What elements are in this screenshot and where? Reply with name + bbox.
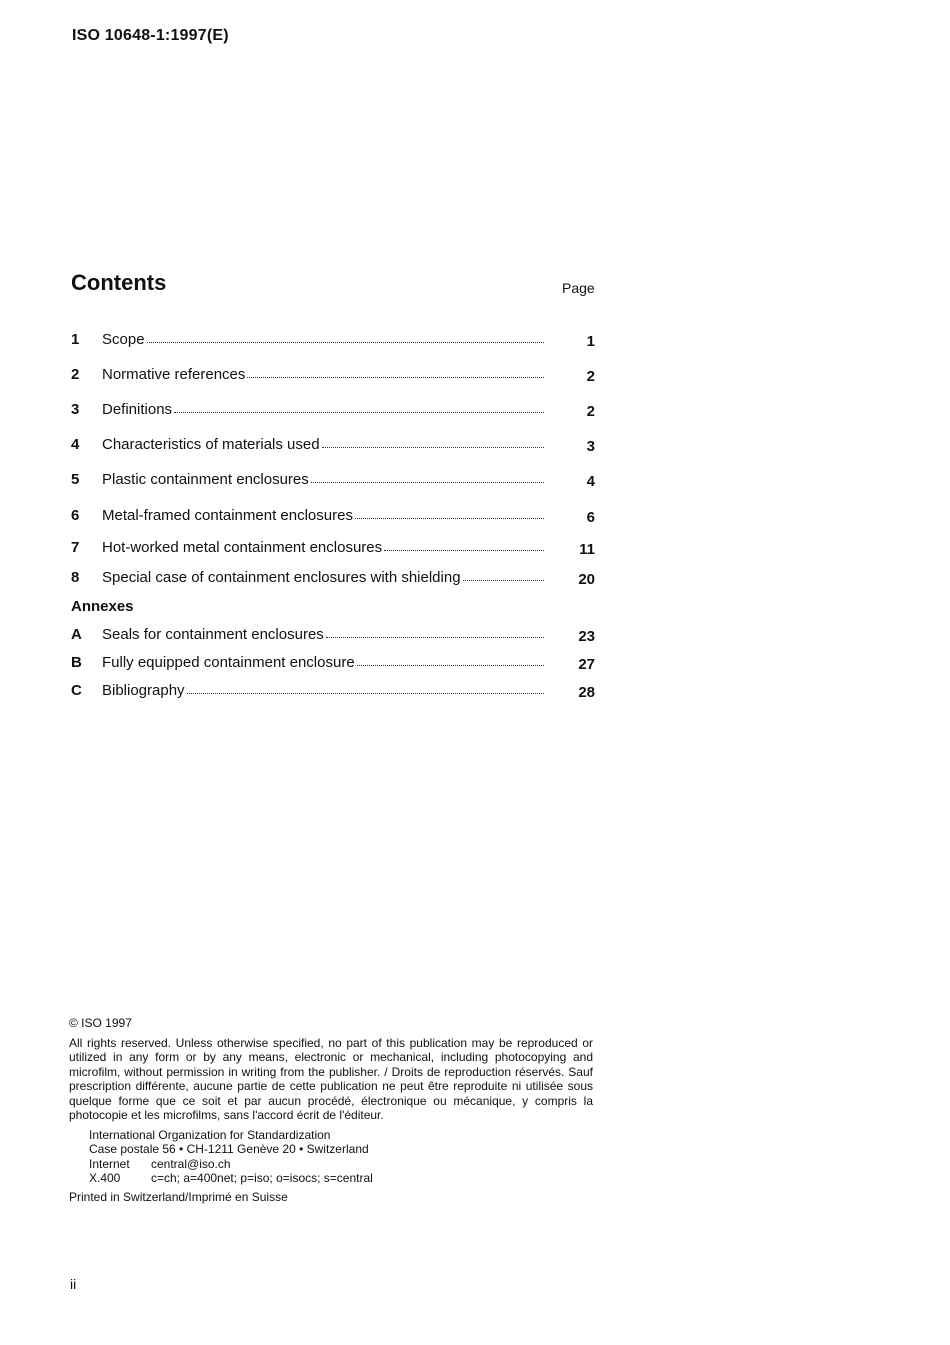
toc-entry-number: 7 (71, 539, 80, 556)
toc-entry-page[interactable]: 4 (586, 473, 595, 490)
internet-address[interactable]: central@iso.ch (151, 1156, 231, 1171)
dot-leader (357, 654, 544, 666)
toc-entry-page[interactable]: 3 (586, 438, 595, 455)
publisher-address (89, 1128, 593, 1186)
toc-entry-title[interactable]: Definitions (102, 401, 173, 418)
toc-entry-title[interactable]: Scope (102, 331, 145, 348)
annex-entry-letter: C (71, 682, 82, 699)
internet-label: Internet (89, 1156, 130, 1171)
dot-leader (147, 331, 544, 343)
toc-entry[interactable] (71, 569, 595, 589)
annex-entry-title[interactable]: Bibliography (102, 682, 185, 699)
x400-row (89, 1171, 593, 1186)
toc-entry-number: 4 (71, 436, 80, 453)
toc-entry-page[interactable]: 1 (586, 333, 595, 350)
toc-entry-title[interactable]: Metal-framed containment enclosures (102, 507, 353, 524)
toc-entry[interactable] (71, 331, 595, 351)
dot-leader (187, 682, 544, 694)
page-number: ii (70, 1276, 77, 1292)
dot-leader (463, 569, 544, 581)
toc-entry-page[interactable]: 20 (578, 571, 595, 588)
dot-leader (322, 436, 544, 448)
toc-entry-page[interactable]: 2 (586, 403, 595, 420)
annex-entry[interactable] (71, 626, 595, 646)
toc-entry[interactable] (71, 539, 595, 559)
toc-entry[interactable] (71, 507, 595, 527)
toc-entry[interactable] (71, 401, 595, 421)
toc-entry-page[interactable]: 2 (586, 368, 595, 385)
toc-entry-title[interactable]: Special case of containment enclosures with shielding (102, 569, 461, 586)
dot-leader (174, 401, 544, 413)
annex-entry[interactable] (71, 682, 595, 702)
annex-entry-title[interactable]: Fully equipped containment enclosure (102, 654, 355, 671)
dot-leader (355, 507, 544, 519)
annexes-heading: Annexes (71, 598, 134, 615)
organization-name: International Organization for Standardization (89, 1127, 331, 1142)
toc-entry-number: 6 (71, 507, 80, 524)
toc-entry-title[interactable]: Normative references (102, 366, 246, 383)
dot-leader (247, 366, 544, 378)
dot-leader (311, 471, 544, 483)
page-column-label: Page (562, 280, 595, 296)
toc-entry[interactable] (71, 436, 595, 456)
x400-address: c=ch; a=400net; p=iso; o=isocs; s=central (151, 1171, 373, 1185)
contents-title: Contents (71, 270, 167, 295)
x400-label: X.400 (89, 1171, 121, 1185)
dot-leader (384, 539, 544, 551)
printed-in: Printed in Switzerland/Imprimé en Suisse (69, 1189, 288, 1204)
toc-entry-title[interactable]: Hot-worked metal containment enclosures (102, 539, 383, 556)
annex-entry-page[interactable]: 28 (578, 684, 595, 701)
toc-entry[interactable] (71, 471, 595, 491)
annex-entry-page[interactable]: 27 (578, 656, 595, 673)
toc-entry-page[interactable]: 11 (579, 541, 595, 558)
annex-entry-letter: A (71, 626, 82, 643)
toc-entry[interactable] (71, 366, 595, 386)
annex-entry[interactable] (71, 654, 595, 674)
internet-row (89, 1157, 593, 1172)
rights-statement: All rights reserved. Unless otherwise specified, no part of this publication may be reproduced or utilized in any form or by any means, electronic or mechanical, including photocopying and microfilm, without permission in writing from the publisher. / Droits de reproduction réservés. Sauf prescription différente, aucune partie de cette publication ne peut être reproduite ni utilisée sous quelque forme que ce soit et par aucun procédé, électronique ou mécanique, y compris la photocopie et les microfilms, sans l'accord écrit de l'éditeur. (69, 1035, 593, 1122)
annex-entry-title[interactable]: Seals for containment enclosures (102, 626, 324, 643)
postal-address: Case postale 56 • CH-1211 Genève 20 • Switzerland (89, 1142, 369, 1156)
toc-entry-number: 3 (71, 401, 80, 418)
dot-leader (326, 626, 544, 638)
toc-entry-number: 5 (71, 471, 80, 488)
toc-entry-page[interactable]: 6 (586, 509, 595, 526)
toc-entry-number: 2 (71, 366, 80, 383)
annex-entry-page[interactable]: 23 (578, 628, 595, 645)
toc-entry-number: 1 (71, 331, 80, 348)
standard-code: ISO 10648-1:1997(E) (72, 27, 229, 44)
toc-entry-title[interactable]: Plastic containment enclosures (102, 471, 309, 488)
toc-entry-title[interactable]: Characteristics of materials used (102, 436, 320, 453)
toc-entry-number: 8 (71, 569, 80, 586)
copyright-block (69, 1016, 593, 1204)
copyright-notice: © ISO 1997 (69, 1016, 132, 1030)
annex-entry-letter: B (71, 654, 82, 671)
